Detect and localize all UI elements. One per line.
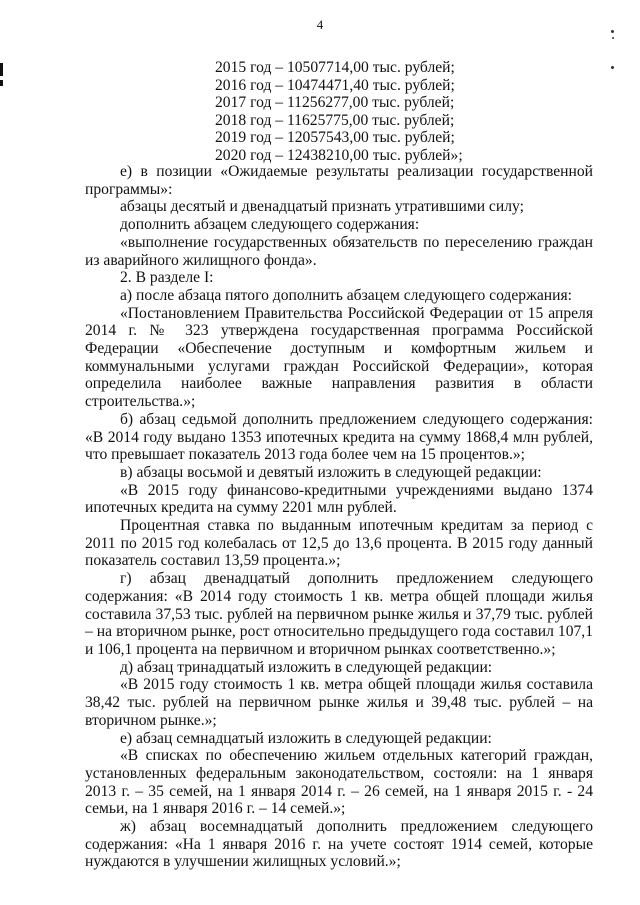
paragraph: е) абзац семнадцатый изложить в следующей редакции: (120, 729, 492, 747)
funding-year-line: 2018 год – 11625775,00 тыс. рублей; (215, 111, 455, 129)
paragraph: «выполнение государственных обязательств по переселению граждан из аварийного жилищного фонда». (85, 233, 593, 269)
scan-edge-mark (0, 63, 3, 76)
paragraph: «В 2015 году стоимость 1 кв. метра общей площади жилья составила 38,42 тыс. рублей на первичном рынке жилья и 39,48 тыс. рублей – на вторичном рынке.»; (85, 676, 593, 729)
paragraph: «В 2015 году финансово-кредитными учреждениями выдано 1374 ипотечных кредита на сумму 2201 млн рублей. (85, 481, 593, 517)
page-number: 4 (316, 17, 324, 32)
funding-by-year-list (215, 59, 463, 165)
paragraph: г) абзац двенадцатый дополнить предложением следующего содержания: «В 2014 году стоимость 1 кв. метра общей площади жилья составила 37,53 тыс. рублей на первичном рынке жилья и 37,79 тыс. рублей – на вторичном рынке, рост относительно предыдущего года составил 107,1 и 106,1 процента на первичном и вторичном рынках соответственно.»; (85, 570, 593, 658)
paragraph: «В списках по обеспечению жильем отдельных категорий граждан, установленных федеральным законодательством, состояли: на 1 января 2013 г. – 35 семей, на 1 января 2014 г. – 26 семей, на 1 января 2015 г. - 24 семьи, на 1 января 2016 г. – 14 семей.»; (85, 747, 593, 818)
funding-year-line: 2017 год – 11256277,00 тыс. рублей; (215, 94, 455, 112)
paragraph: д) абзац тринадцатый изложить в следующей редакции: (120, 658, 493, 676)
document-body (85, 163, 593, 871)
scan-speck (612, 37, 614, 39)
paragraph: б) абзац седьмой дополнить предложением следующего содержания: «В 2014 году выдано 1353 ипотечных кредита на сумму 1868,4 млн рублей, что превышает показатель 2013 года более чем на 15 процентов.»; (85, 410, 593, 464)
paragraph: в) абзацы восьмой и девятый изложить в следующей редакции: (120, 463, 542, 481)
paragraph: абзацы десятый и двенадцатый признать утратившими силу; (120, 198, 524, 216)
paragraph: е) в позиции «Ожидаемые результаты реализации государственной программы»: (85, 163, 593, 198)
paragraph: «Постановлением Правительства Российской Федерации от 15 апреля 2014 г. № 323 утверждена государственная программа Российской Федерации «Обеспечение доступным и комфортным жильем и коммунальными услугами граждан Российской Федерации», которая определила наиболее важные направления развития в области строительства.»; (85, 304, 593, 411)
scan-edge-mark (0, 80, 3, 86)
paragraph: а) после абзаца пятого дополнить абзацем следующего содержания: (120, 286, 572, 304)
paragraph: ж) абзац восемнадцатый дополнить предложением следующего содержания: «На 1 января 2016 г. на учете состоят 1914 семей, которые нуждаются в улучшении жилищных условий.»; (85, 818, 593, 871)
paragraph: дополнить абзацем следующего содержания: (120, 216, 420, 234)
section-heading: 2. В разделе I: (120, 269, 214, 287)
funding-year-line: 2016 год – 10474471,40 тыс. рублей; (215, 76, 455, 94)
funding-year-line: 2020 год – 12438210,00 тыс. рублей»; (215, 146, 463, 164)
funding-year-line: 2015 год – 10507714,00 тыс. рублей; (215, 59, 455, 76)
scan-speck (611, 66, 614, 69)
funding-year-line: 2019 год – 12057543,00 тыс. рублей; (215, 129, 455, 147)
paragraph: Процентная ставка по выданным ипотечным кредитам за период с 2011 по 2015 год колебалась от 12,5 до 13,6 процента. В 2015 году данный показатель составил 13,59 процента.»; (85, 517, 593, 570)
